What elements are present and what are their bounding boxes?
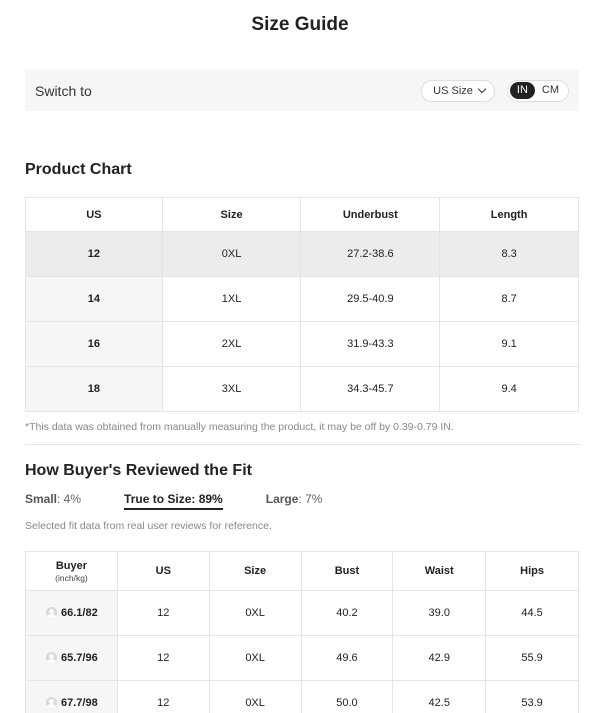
product-chart-title: Product Chart — [25, 161, 132, 178]
user-avatar-icon — [46, 607, 57, 618]
cell-buyer — [26, 636, 118, 681]
cell-hips: 53.9 — [486, 681, 579, 713]
cell-length: 9.4 — [440, 367, 579, 412]
cell-size: 0XL — [209, 636, 301, 681]
unit-in-button[interactable]: IN — [510, 82, 535, 99]
table-header-row — [26, 198, 579, 232]
cell-us: 12 — [117, 591, 209, 636]
cell-underbust: 29.5-40.9 — [301, 277, 440, 322]
fit-small-label: Small — [25, 492, 58, 506]
cell-us: 12 — [117, 636, 209, 681]
table-row[interactable] — [26, 277, 579, 322]
fit-true-to-size[interactable]: True to Size: 89% — [124, 492, 223, 510]
column-header: Bust — [301, 552, 393, 591]
divider — [25, 444, 579, 445]
cell-size: 0XL — [209, 591, 301, 636]
table-row[interactable] — [26, 367, 579, 412]
cell-buyer — [26, 591, 118, 636]
cell-us: 14 — [26, 277, 163, 322]
fit-title: How Buyer's Reviewed the Fit — [25, 462, 252, 479]
cell-us: 12 — [26, 232, 163, 277]
unit-toggle[interactable] — [507, 80, 569, 102]
review-table — [25, 551, 579, 713]
buyer-unit: (inch/kg) — [55, 572, 88, 583]
cell-hips: 44.5 — [486, 591, 579, 636]
column-header: Size — [162, 198, 301, 232]
buyer-value: 65.7/96 — [61, 652, 98, 664]
switch-label: Switch to — [35, 82, 92, 99]
cell-us: 12 — [117, 681, 209, 713]
fit-small[interactable] — [25, 492, 81, 510]
column-header-buyer — [26, 552, 118, 591]
cell-waist: 42.9 — [393, 636, 486, 681]
fit-large-label: Large — [265, 492, 299, 506]
column-header: Size — [209, 552, 301, 591]
cell-size: 0XL — [162, 232, 301, 277]
cell-size: 2XL — [162, 322, 301, 367]
column-header: US — [117, 552, 209, 591]
cell-waist: 39.0 — [393, 591, 486, 636]
table-row[interactable] — [26, 681, 579, 713]
cell-length: 8.3 — [440, 232, 579, 277]
cell-underbust: 31.9-43.3 — [301, 322, 440, 367]
column-header: Hips — [486, 552, 579, 591]
table-row[interactable] — [26, 636, 579, 681]
table-header-row — [26, 552, 579, 591]
cell-us: 18 — [26, 367, 163, 412]
cell-length: 8.7 — [440, 277, 579, 322]
fit-summary — [25, 492, 365, 510]
cell-size: 3XL — [162, 367, 301, 412]
buyer-value: 66.1/82 — [61, 607, 98, 619]
cell-us: 16 — [26, 322, 163, 367]
cell-size: 0XL — [209, 681, 301, 713]
cell-underbust: 27.2-38.6 — [301, 232, 440, 277]
cell-underbust: 34.3-45.7 — [301, 367, 440, 412]
size-system-dropdown[interactable] — [421, 80, 495, 102]
user-avatar-icon — [46, 652, 57, 663]
table-row[interactable] — [26, 591, 579, 636]
cell-waist: 42.5 — [393, 681, 486, 713]
fit-note: Selected fit data from real user reviews for reference. — [25, 520, 272, 532]
cell-hips: 55.9 — [486, 636, 579, 681]
cell-bust: 50.0 — [301, 681, 393, 713]
fit-small-value: : 4% — [57, 492, 82, 506]
column-header: Underbust — [301, 198, 440, 232]
product-chart-table — [25, 197, 579, 412]
column-header: Length — [440, 198, 579, 232]
cell-size: 1XL — [162, 277, 301, 322]
column-header: Waist — [393, 552, 486, 591]
table-row[interactable] — [26, 232, 579, 277]
cell-buyer — [26, 681, 118, 713]
cell-bust: 40.2 — [301, 591, 393, 636]
page-title: Size Guide — [251, 14, 349, 35]
chevron-down-icon — [478, 85, 486, 93]
cell-length: 9.1 — [440, 322, 579, 367]
measurement-note: *This data was obtained from manually measuring the product, it may be off by 0.39-0.79 IN. — [25, 421, 454, 433]
table-row[interactable] — [26, 322, 579, 367]
fit-large-value: : 7% — [298, 492, 323, 506]
user-avatar-icon — [46, 697, 57, 708]
buyer-header: Buyer — [55, 559, 88, 572]
unit-cm-button[interactable]: CM — [541, 84, 559, 96]
switch-bar — [25, 70, 579, 111]
fit-large[interactable] — [266, 492, 323, 510]
column-header: US — [26, 198, 163, 232]
cell-bust: 49.6 — [301, 636, 393, 681]
size-system-value: US Size — [433, 84, 473, 97]
buyer-value: 67.7/98 — [61, 697, 98, 709]
